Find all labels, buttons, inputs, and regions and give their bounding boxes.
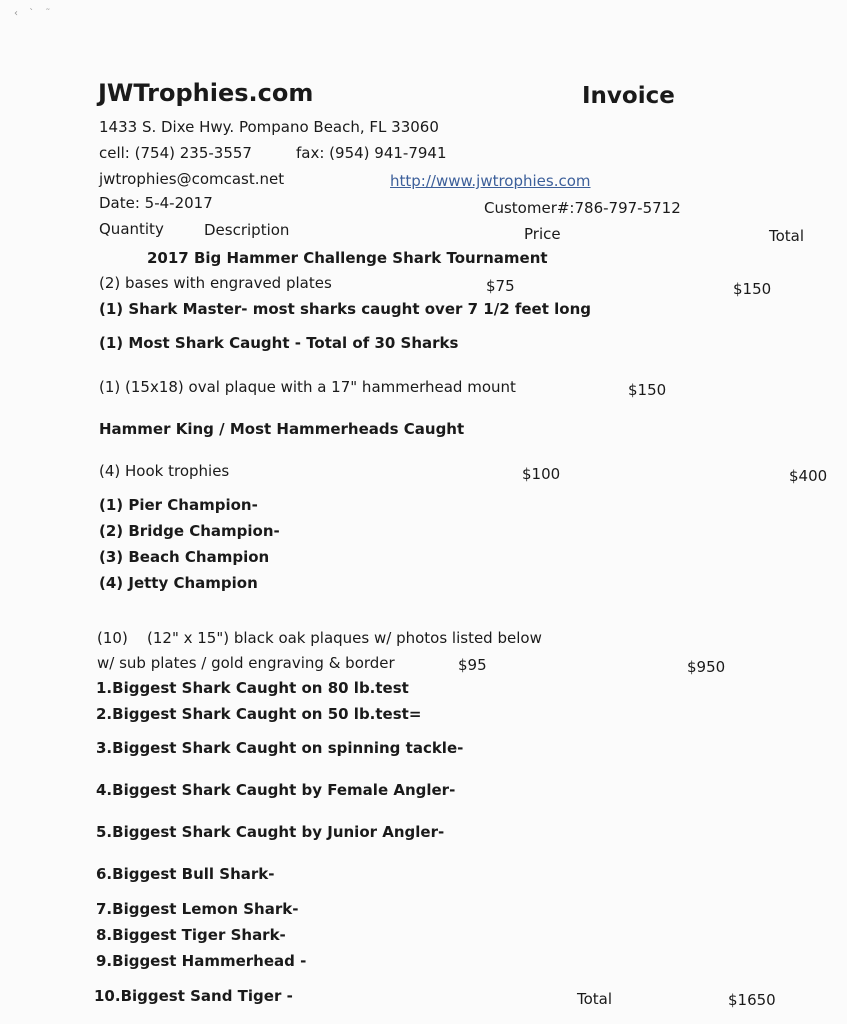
event-title: 2017 Big Hammer Challenge Shark Tournament <box>147 249 548 267</box>
item-bases-sub: (1) Most Shark Caught - Total of 30 Sharks <box>99 334 459 352</box>
item-hooks-sub: (3) Beach Champion <box>99 548 270 566</box>
company-email: jwtrophies@comcast.net <box>99 170 285 188</box>
scan-artifact: ‹ ` ˜ <box>14 8 55 19</box>
item-bases-sub: (1) Shark Master- most sharks caught over 7 1/2 feet long <box>99 300 591 318</box>
item-oak-sub: 5.Biggest Shark Caught by Junior Angler- <box>96 823 445 841</box>
invoice-date: Date: 5-4-2017 <box>99 194 213 212</box>
item-bases-desc: (2) bases with engraved plates <box>99 274 332 292</box>
item-hooks-desc: (4) Hook trophies <box>99 462 230 480</box>
header-quantity: Quantity <box>99 220 164 238</box>
header-description: Description <box>204 221 290 239</box>
grand-total-label: Total <box>577 990 613 1008</box>
item-hooks-sub: (2) Bridge Champion- <box>99 522 280 540</box>
company-fax: fax: (954) 941-7941 <box>296 144 447 162</box>
item-oak-sub: 4.Biggest Shark Caught by Female Angler- <box>96 781 456 799</box>
company-cell: cell: (754) 235-3557 <box>99 144 252 162</box>
customer-number: Customer#:786-797-5712 <box>484 199 681 217</box>
item-oak-total: $950 <box>687 658 726 676</box>
item-oak-sub: 7.Biggest Lemon Shark- <box>96 900 299 918</box>
item-oak-sub: 1.Biggest Shark Caught on 80 lb.test <box>96 679 409 697</box>
item-oak-desc: (12" x 15") black oak plaques w/ photos listed below <box>147 629 542 647</box>
header-total: Total <box>769 227 805 245</box>
item-hooks-price: $100 <box>522 465 561 483</box>
item-bases-total: $150 <box>733 280 772 298</box>
item-oak-sub: 2.Biggest Shark Caught on 50 lb.test= <box>96 705 422 723</box>
grand-total-value: $1650 <box>728 991 776 1009</box>
item-oak-sub: 9.Biggest Hammerhead - <box>96 952 307 970</box>
item-plaque-desc: (1) (15x18) oval plaque with a 17" hammerhead mount <box>99 378 516 396</box>
item-hooks-total: $400 <box>789 467 828 485</box>
item-oak-price: $95 <box>458 656 487 674</box>
item-oak-sub: 10.Biggest Sand Tiger - <box>94 987 293 1005</box>
item-bases-price: $75 <box>486 277 515 295</box>
item-plaque-price: $150 <box>628 381 667 399</box>
invoice-title: Invoice <box>582 83 675 109</box>
item-oak-qty: (10) <box>97 629 128 647</box>
item-oak-sub: 3.Biggest Shark Caught on spinning tackle- <box>96 739 464 757</box>
company-address: 1433 S. Dixe Hwy. Pompano Beach, FL 33060 <box>99 118 439 136</box>
item-hooks-sub: (4) Jetty Champion <box>99 574 258 592</box>
company-name: JWTrophies.com <box>98 79 314 107</box>
item-plaque-sub: Hammer King / Most Hammerheads Caught <box>99 420 465 438</box>
item-oak-desc2: w/ sub plates / gold engraving & border <box>97 654 395 672</box>
item-oak-sub: 6.Biggest Bull Shark- <box>96 865 275 883</box>
header-price: Price <box>524 225 561 243</box>
item-hooks-sub: (1) Pier Champion- <box>99 496 258 514</box>
item-oak-sub: 8.Biggest Tiger Shark- <box>96 926 286 944</box>
website-link[interactable]: http://www.jwtrophies.com <box>390 172 591 190</box>
